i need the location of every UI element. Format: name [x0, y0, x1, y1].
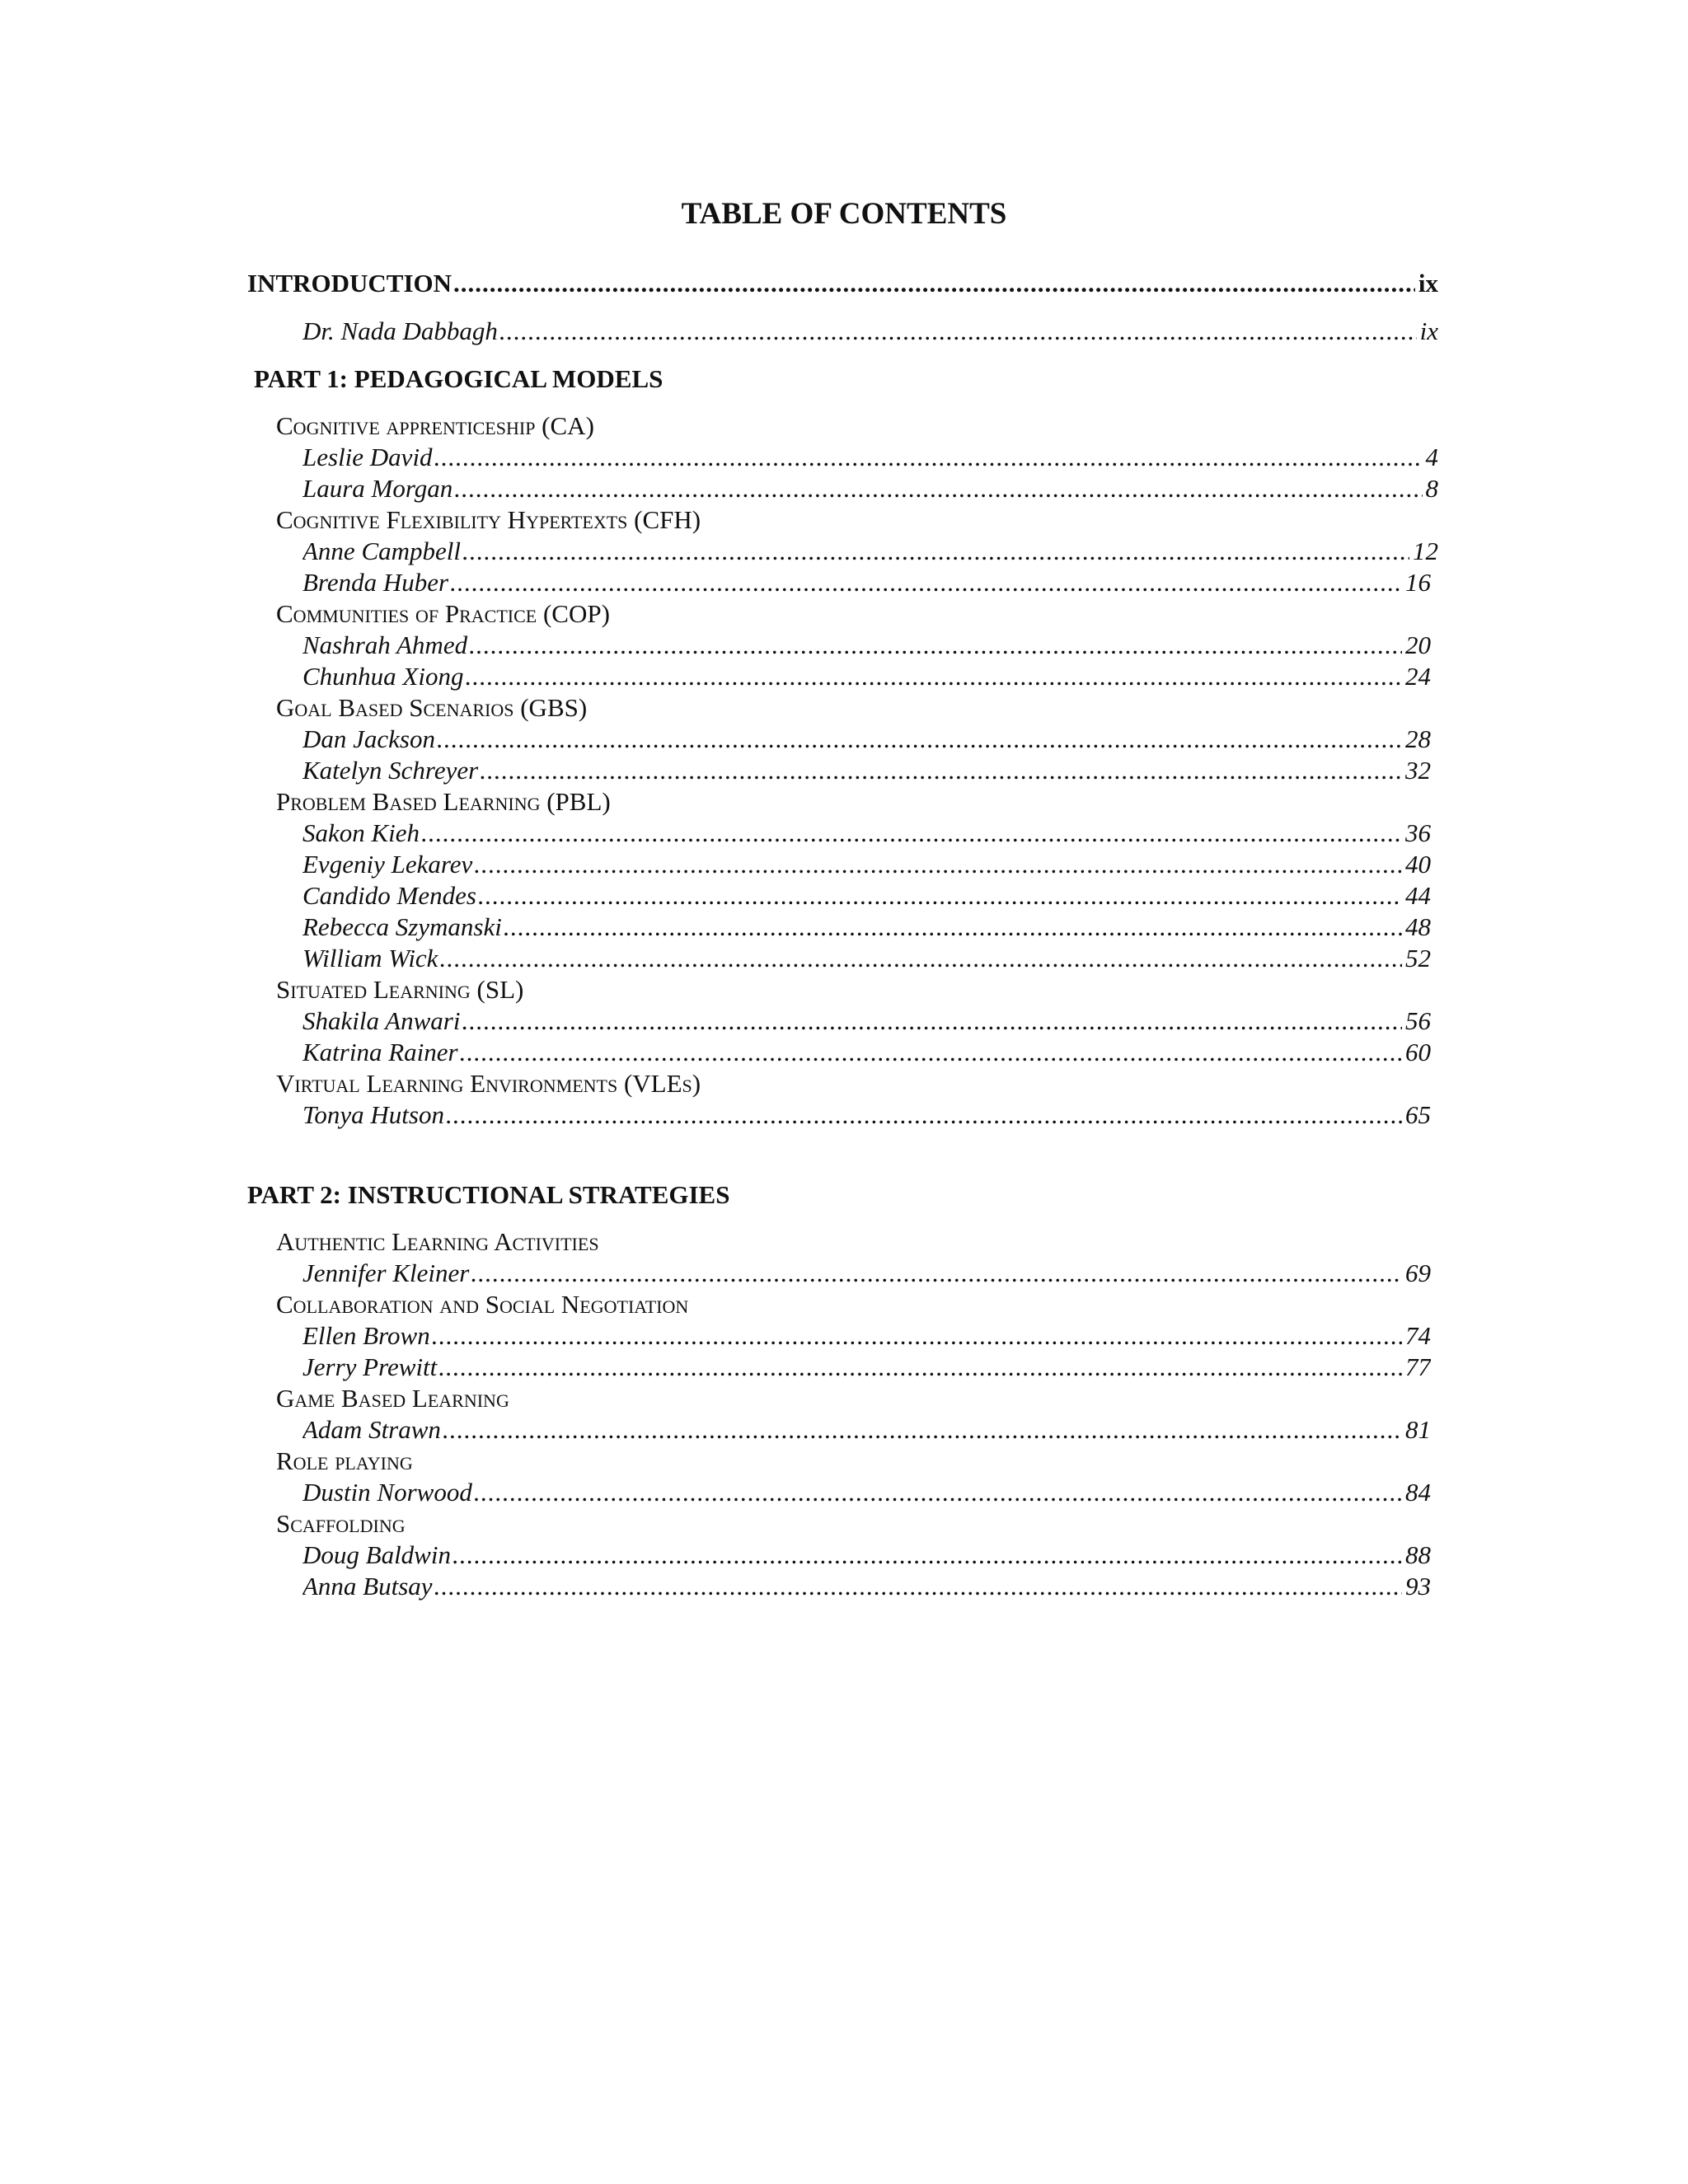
entry-author: Laura Morgan [302, 474, 453, 503]
entry-author: Tonya Hutson [302, 1100, 444, 1129]
entry-page: 28 [1405, 724, 1431, 753]
entry-page: 65 [1405, 1100, 1431, 1129]
toc-entry-introduction[interactable] [247, 267, 1438, 300]
toc-entry-author[interactable] [302, 441, 1438, 474]
entry-author: Jennifer Kleiner [302, 1258, 470, 1287]
entry-author: Jerry Prewitt [302, 1352, 438, 1381]
entry-page: 16 [1405, 568, 1431, 597]
entry-page: 12 [1413, 537, 1438, 565]
entry-author: Rebecca Szymanski [302, 912, 502, 941]
entry-page: ix [1418, 269, 1438, 298]
section-heading: Cognitive apprenticeship (CA) [276, 411, 594, 440]
toc-entry-author[interactable] [302, 1413, 1431, 1446]
toc-entry-author[interactable] [302, 942, 1431, 975]
toc-entry-author[interactable] [302, 1319, 1431, 1352]
section-heading: Role playing [276, 1446, 413, 1475]
entry-author: Adam Strawn [302, 1415, 441, 1444]
section-heading: Cognitive Flexibility Hypertexts (CFH) [276, 505, 701, 534]
entry-author: Nashrah Ahmed [302, 630, 468, 659]
entry-page: 84 [1405, 1478, 1431, 1507]
section-heading: Goal Based Scenarios (GBS) [276, 693, 588, 722]
entry-page: 48 [1405, 912, 1431, 941]
entry-page: 40 [1405, 850, 1431, 879]
dot-leader [474, 848, 1402, 881]
entry-author: Evgeniy Lekarev [302, 850, 473, 879]
dot-leader [454, 472, 1422, 505]
toc-entry-author[interactable] [302, 879, 1431, 912]
toc-entry-author[interactable] [302, 1539, 1431, 1572]
entry-author: Anna Butsay [302, 1572, 433, 1601]
toc-entry-author[interactable] [302, 472, 1438, 505]
toc-entry-author[interactable] [302, 566, 1431, 599]
toc-entry-author[interactable] [302, 1036, 1431, 1069]
toc-entry-author[interactable] [302, 1476, 1431, 1509]
dot-leader [460, 1036, 1402, 1069]
section-heading: Situated Learning (SL) [276, 975, 524, 1004]
entry-author: Dan Jackson [302, 724, 435, 753]
entry-author: Katelyn Schreyer [302, 756, 479, 785]
toc-entry-author[interactable] [302, 660, 1431, 693]
entry-author: Anne Campbell [302, 537, 461, 565]
entry-author: Ellen Brown [302, 1321, 430, 1350]
entry-page: 81 [1405, 1415, 1431, 1444]
entry-author: Leslie David [302, 443, 433, 471]
dot-leader [443, 1413, 1402, 1446]
dot-leader [480, 754, 1402, 787]
toc-entry-author[interactable] [302, 754, 1431, 787]
toc-entry-author[interactable] [302, 535, 1438, 568]
dot-leader [471, 1257, 1402, 1290]
entry-author: Doug Baldwin [302, 1540, 451, 1569]
entry-author: Dustin Norwood [302, 1478, 472, 1507]
section-heading: Communities of Practice (COP) [276, 599, 610, 628]
dot-leader [438, 1351, 1402, 1384]
entry-author: Dr. Nada Dabbagh [302, 316, 498, 345]
toc-entry-author[interactable] [302, 1099, 1431, 1132]
entry-page: 24 [1405, 662, 1431, 691]
entry-page: 93 [1405, 1572, 1431, 1601]
entry-author: Chunhua Xiong [302, 662, 464, 691]
part-2-heading: PART 2: INSTRUCTIONAL STRATEGIES [247, 1180, 730, 1209]
entry-author: Candido Mendes [302, 881, 476, 910]
entry-author: Shakila Anwari [302, 1006, 461, 1035]
entry-page: 20 [1405, 630, 1431, 659]
section-heading: Problem Based Learning (PBL) [276, 787, 611, 816]
toc-entry-author[interactable] [302, 1351, 1431, 1384]
entry-page: 56 [1405, 1006, 1431, 1035]
section-heading: Virtual Learning Environments (VLEs) [276, 1069, 701, 1098]
section-heading: Authentic Learning Activities [276, 1227, 599, 1256]
dot-leader [421, 817, 1402, 850]
entry-page: 8 [1425, 474, 1438, 503]
dot-leader [439, 942, 1402, 975]
dot-leader [434, 1570, 1402, 1603]
entry-page: 60 [1405, 1038, 1431, 1066]
toc-entry-author[interactable] [302, 817, 1431, 850]
dot-leader [462, 535, 1409, 568]
entry-author: William Wick [302, 944, 438, 972]
dot-leader [478, 879, 1402, 912]
section-heading: Game Based Learning [276, 1384, 509, 1413]
toc-entry-author[interactable] [302, 1257, 1431, 1290]
entry-author: Katrina Rainer [302, 1038, 458, 1066]
entry-page: 88 [1405, 1540, 1431, 1569]
entry-page: ix [1419, 316, 1438, 345]
page-title: TABLE OF CONTENTS [681, 197, 1007, 231]
entry-author: Brenda Huber [302, 568, 449, 597]
entry-page: 74 [1405, 1321, 1431, 1350]
dot-leader [452, 1539, 1402, 1572]
dot-leader [432, 1319, 1402, 1352]
dot-leader [469, 629, 1402, 662]
toc-entry-author[interactable] [302, 911, 1431, 944]
toc-entry-author[interactable] [302, 723, 1431, 756]
dot-leader [465, 660, 1402, 693]
entry-page: 36 [1405, 818, 1431, 847]
toc-entry-author[interactable] [302, 848, 1431, 881]
dot-leader [434, 441, 1423, 474]
entry-page: 52 [1405, 944, 1431, 972]
toc-entry-author[interactable] [302, 315, 1438, 348]
dot-leader [462, 1005, 1402, 1038]
section-heading: Scaffolding [276, 1509, 406, 1538]
dot-leader [504, 911, 1402, 944]
dot-leader [474, 1476, 1402, 1509]
section-heading: Collaboration and Social Negotiation [276, 1290, 689, 1319]
toc-entry-author[interactable] [302, 1005, 1431, 1038]
entry-page: 4 [1425, 443, 1438, 471]
dot-leader [446, 1099, 1402, 1132]
dot-leader [437, 723, 1402, 756]
toc-entry-author[interactable] [302, 1570, 1431, 1603]
toc-entry-author[interactable] [302, 629, 1431, 662]
entry-page: 32 [1405, 756, 1431, 785]
part-1-heading: PART 1: PEDAGOGICAL MODELS [254, 364, 663, 393]
entry-page: 77 [1405, 1352, 1431, 1381]
dot-leader [499, 315, 1417, 348]
entry-page: 44 [1405, 881, 1431, 910]
entry-author: Sakon Kieh [302, 818, 420, 847]
entry-label: INTRODUCTION [247, 269, 452, 298]
dot-leader [453, 267, 1415, 300]
dot-leader [450, 566, 1402, 599]
entry-page: 69 [1405, 1258, 1431, 1287]
